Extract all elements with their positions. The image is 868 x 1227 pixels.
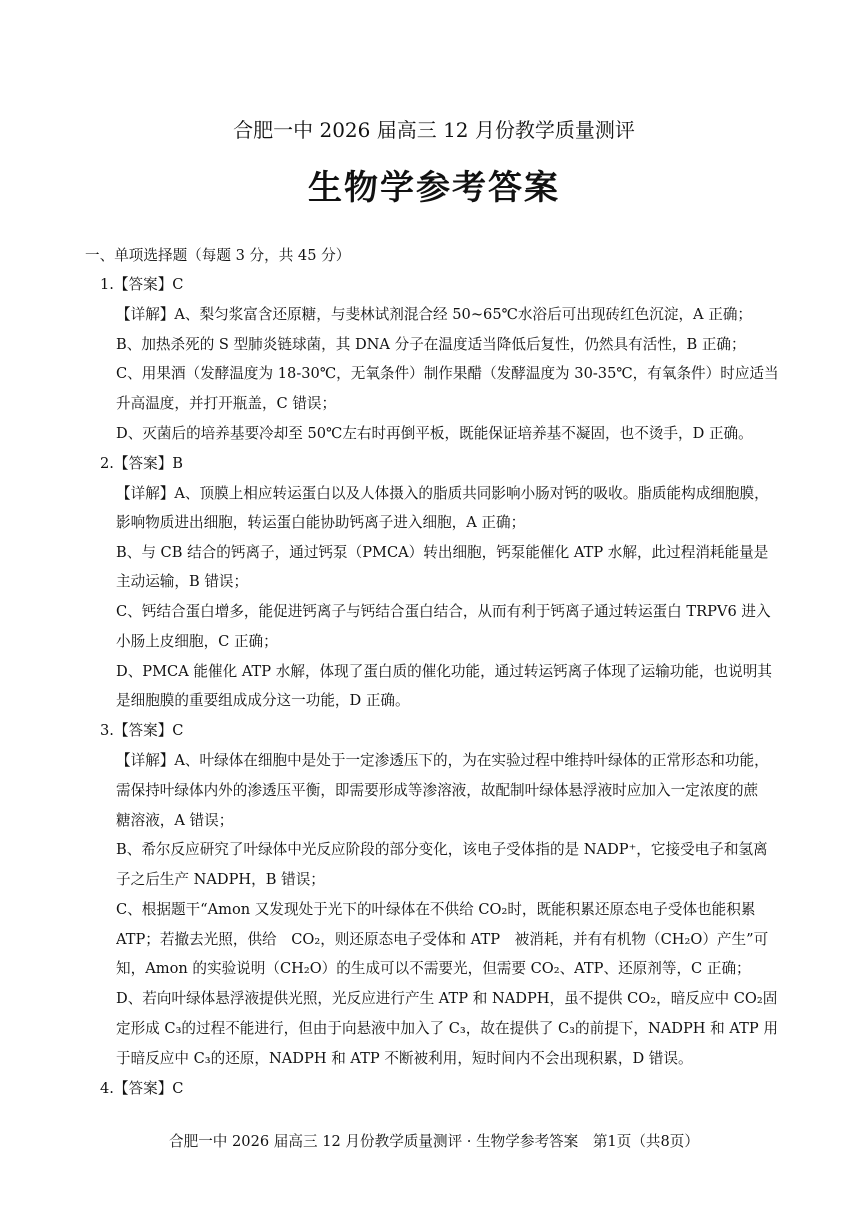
explanation-line: 是细胞膜的重要组成成分这一功能，D 正确。 bbox=[116, 692, 410, 709]
page-footer: 合肥一中 2026 届高三 12 月份教学质量测评 · 生物学参考答案 第1页（共8页） bbox=[169, 1133, 699, 1150]
answer-line: 4.【答案】C bbox=[100, 1080, 184, 1097]
explanation-line: 【详解】A、顶膜上相应转运蛋白以及人体摄入的脂质共同影响小肠对钙的吸收。脂质能构成细胞膜， bbox=[116, 485, 769, 502]
explanation-line: B、加热杀死的 S 型肺炎链球菌，其 DNA 分子在温度适当降低后复性，仍然具有活性，B 正确； bbox=[116, 336, 746, 353]
answer-key-title: 生物学参考答案 bbox=[308, 168, 560, 208]
explanation-line: 子之后生产 NADPH，B 错误； bbox=[116, 871, 325, 888]
exam-header-title: 合肥一中 2026 届高三 12 月份教学质量测评 bbox=[233, 118, 635, 142]
explanation-line: 主动运输，B 错误； bbox=[116, 573, 249, 590]
explanation-line: 【详解】A、叶绿体在细胞中是处于一定渗透压下的，为在实验过程中维持叶绿体的正常形态和功能， bbox=[116, 752, 769, 769]
section-heading: 一、单项选择题（每题 3 分，共 45 分） bbox=[85, 247, 351, 264]
explanation-line: C、根据题干“Amon 又发现处于光下的叶绿体在不供给 CO₂时，既能积累还原态电子受体也能积累 bbox=[116, 901, 756, 918]
explanation-line: 需保持叶绿体内外的渗透压平衡，即需要形成等渗溶液，故配制叶绿体悬浮液时应加入一定浓度的蔗 bbox=[116, 782, 759, 799]
explanation-line: B、希尔反应研究了叶绿体中光反应阶段的部分变化，该电子受体指的是 NADP⁺，它接受电子和氢离 bbox=[116, 841, 768, 858]
explanation-line: 于暗反应中 C₃的还原，NADPH 和 ATP 不断被利用，短时间内不会出现积累，D 错误。 bbox=[116, 1050, 693, 1067]
explanation-line: ATP；若撤去光照，供给 CO₂，则还原态电子受体和 ATP 被消耗，并有有机物（CH₂O）产生”可 bbox=[116, 931, 769, 948]
answer-line: 3.【答案】C bbox=[100, 722, 184, 739]
explanation-line: C、用果酒（发酵温度为 18-30℃，无氧条件）制作果醋（发酵温度为 30-35℃，有氧条件）时应适当 bbox=[116, 365, 779, 382]
explanation-line: 【详解】A、梨匀浆富含还原糖，与斐林试剂混合经 50~65℃水浴后可出现砖红色沉淀，A 正确； bbox=[116, 306, 753, 323]
explanation-line: C、钙结合蛋白增多，能促进钙离子与钙结合蛋白结合，从而有利于钙离子通过转运蛋白 TRPV6 进入 bbox=[116, 603, 771, 620]
explanation-line: 知，Amon 的实验说明（CH₂O）的生成可以不需要光，但需要 CO₂、ATP、还原剂等，C 正确； bbox=[116, 960, 751, 977]
explanation-line: 定形成 C₃的过程不能进行，但由于向悬液中加入了 C₃，故在提供了 C₃的前提下，NADPH 和 ATP 用 bbox=[116, 1020, 778, 1037]
explanation-line: D、若向叶绿体悬浮液提供光照，光反应进行产生 ATP 和 NADPH，虽不提供 CO₂，暗反应中 CO₂固 bbox=[116, 990, 778, 1007]
answer-line: 2.【答案】B bbox=[100, 455, 184, 472]
answer-line: 1.【答案】C bbox=[100, 276, 184, 293]
explanation-line: D、PMCA 能催化 ATP 水解，体现了蛋白质的催化功能，通过转运钙离子体现了运输功能，也说明其 bbox=[116, 663, 772, 680]
explanation-line: 小肠上皮细胞，C 正确； bbox=[116, 633, 278, 650]
explanation-line: 升高温度，并打开瓶盖，C 错误； bbox=[116, 395, 337, 412]
explanation-line: 糖溶液，A 错误； bbox=[116, 812, 234, 829]
explanation-line: D、灭菌后的培养基要冷却至 50℃左右时再倒平板，既能保证培养基不凝固，也不烫手，D 正确。 bbox=[116, 425, 753, 442]
explanation-line: 影响物质进出细胞，转运蛋白能协助钙离子进入细胞，A 正确； bbox=[116, 514, 526, 531]
explanation-line: B、与 CB 结合的钙离子，通过钙泵（PMCA）转出细胞，钙泵能催化 ATP 水解，此过程消耗能量是 bbox=[116, 544, 769, 561]
